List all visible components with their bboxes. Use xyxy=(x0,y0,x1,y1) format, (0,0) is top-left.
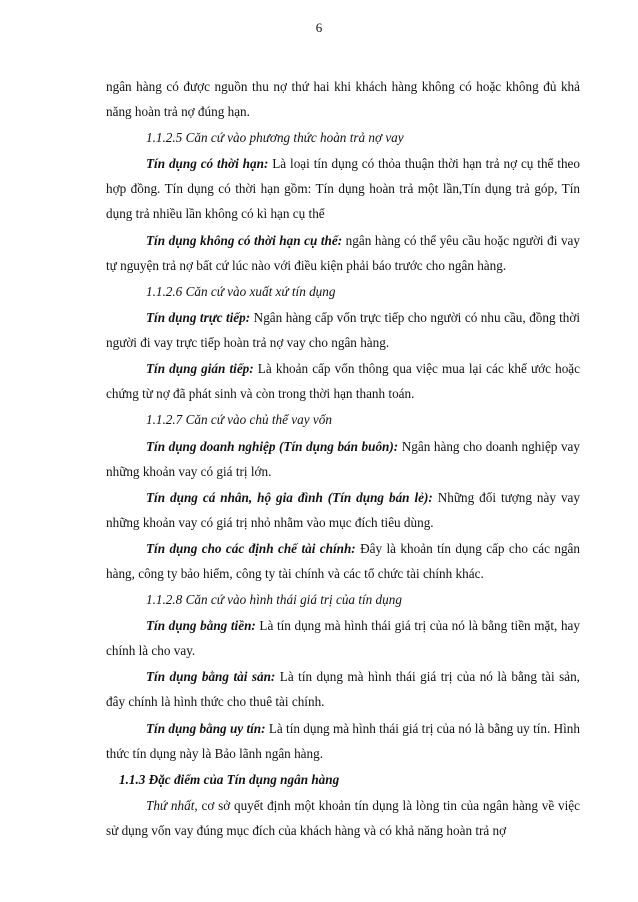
paragraph-tin-dung-dinh-che-tai-chinh xyxy=(106,536,580,586)
section-heading-1-1-3 xyxy=(119,767,580,792)
heading-text: 1.1.2.8 Căn cứ vào hình thái giá trị của tín dụng xyxy=(146,592,402,608)
paragraph-text: Là khoản cấp vốn thông qua việc mua lại các khế ước hoặc chứng từ nợ đã phát sinh và còn trong thời hạn thanh toán. xyxy=(106,361,581,402)
term-label: Tín dụng bằng uy tín: xyxy=(146,720,266,736)
heading-text: 1.1.3 Đặc điểm của Tín dụng ngân hàng xyxy=(119,771,340,787)
paragraph-text: Là tín dụng mà hình thái giá trị của nó là bằng tiền mặt, hay chính là cho vay. xyxy=(106,618,580,659)
paragraph-tin-dung-bang-tien xyxy=(106,613,580,663)
term-label: Tín dụng không có thời hạn cụ thể: xyxy=(146,232,343,248)
term-label: Tín dụng có thời hạn: xyxy=(146,156,269,172)
paragraph-text: Đây là khoản tín dụng cấp cho các ngân hàng, công ty bảo hiểm, công ty tài chính và các tổ chức tài chính khác. xyxy=(106,540,580,581)
heading-text: 1.1.2.7 Căn cứ vào chủ thể vay vốn xyxy=(146,412,332,428)
document-body xyxy=(106,74,580,844)
paragraph-text: , cơ sở quyết định một khoản tín dụng là lòng tin của ngân hàng về việc sử dụng vốn vay đúng mục đích của khách hàng và có khả năng hoàn trả nợ xyxy=(106,798,580,838)
page-number: 6 xyxy=(315,20,323,35)
term-label: Tín dụng bằng tiền: xyxy=(146,618,256,634)
section-heading-1-1-2-5 xyxy=(106,125,580,150)
term-label: Tín dụng doanh nghiệp (Tín dụng bán buôn): xyxy=(146,438,399,454)
paragraph-tin-dung-bang-tai-san xyxy=(106,664,580,714)
term-label: Tín dụng gián tiếp: xyxy=(146,361,254,377)
paragraph-tin-dung-gian-tiep xyxy=(106,356,580,406)
emphasis-label: Thứ nhất xyxy=(146,798,195,813)
paragraph-thu-nhat xyxy=(106,793,580,843)
section-heading-1-1-2-7 xyxy=(106,407,580,432)
paragraph-text: Ngân hàng cấp vốn trực tiếp cho người có nhu cầu, đồng thời người đi vay trực tiếp hoàn trả nợ vay cho ngân hàng. xyxy=(106,309,580,350)
section-heading-1-1-2-8 xyxy=(106,587,580,612)
section-heading-1-1-2-6 xyxy=(106,279,580,304)
paragraph-tin-dung-khong-co-thoi-han xyxy=(106,228,580,278)
paragraph-text: Là tín dụng mà hình thái giá trị của nó là bằng tài sản, đây chính là hình thức cho thuê tài chính. xyxy=(106,669,580,710)
paragraph-text: Ngân hàng cho doanh nghiệp vay những khoản vay có giá trị lớn. xyxy=(106,438,580,479)
paragraph-text: ngân hàng có thể yêu cầu hoặc người đi vay tự nguyện trả nợ bất cứ lúc nào với điều kiện phải báo trước cho ngân hàng. xyxy=(106,232,580,273)
term-label: Tín dụng cho các định chế tài chính: xyxy=(146,540,356,556)
paragraph-text: Những đối tượng này vay những khoản vay có giá trị nhỏ nhằm vào mục đích tiêu dùng. xyxy=(106,489,580,530)
paragraph-tin-dung-ca-nhan xyxy=(106,485,580,535)
paragraph-tin-dung-co-thoi-han xyxy=(106,151,580,226)
term-label: Tín dụng trực tiếp: xyxy=(146,309,251,325)
paragraph-intro xyxy=(106,74,580,124)
paragraph-tin-dung-doanh-nghiep xyxy=(106,434,580,484)
paragraph-tin-dung-bang-uy-tin xyxy=(106,716,580,766)
paragraph-text: Là loại tín dụng có thỏa thuận thời hạn trả nợ cụ thể theo hợp đồng. Tín dụng có thời hạn gồm: Tín dụng hoàn trả một lần,Tín dụng trả góp, Tín dụng trả nhiều lần không có kì hạn cụ thể xyxy=(106,156,581,222)
heading-text: 1.1.2.5 Căn cứ vào phương thức hoàn trả nợ vay xyxy=(146,130,404,146)
paragraph-text: ngân hàng có được nguồn thu nợ thứ hai khi khách hàng không có hoặc không đủ khả năng hoàn trả nợ đúng hạn. xyxy=(106,79,580,119)
paragraph-tin-dung-truc-tiep xyxy=(106,305,580,355)
term-label: Tín dụng bằng tài sản: xyxy=(146,669,276,685)
term-label: Tín dụng cá nhân, hộ gia đình (Tín dụng bán lẻ): xyxy=(146,489,433,505)
heading-text: 1.1.2.6 Căn cứ vào xuất xứ tín dụng xyxy=(146,283,336,299)
paragraph-text: Là tín dụng mà hình thái giá trị của nó là bằng uy tín. Hình thức tín dụng này là Bảo lãnh ngân hàng. xyxy=(106,720,580,761)
